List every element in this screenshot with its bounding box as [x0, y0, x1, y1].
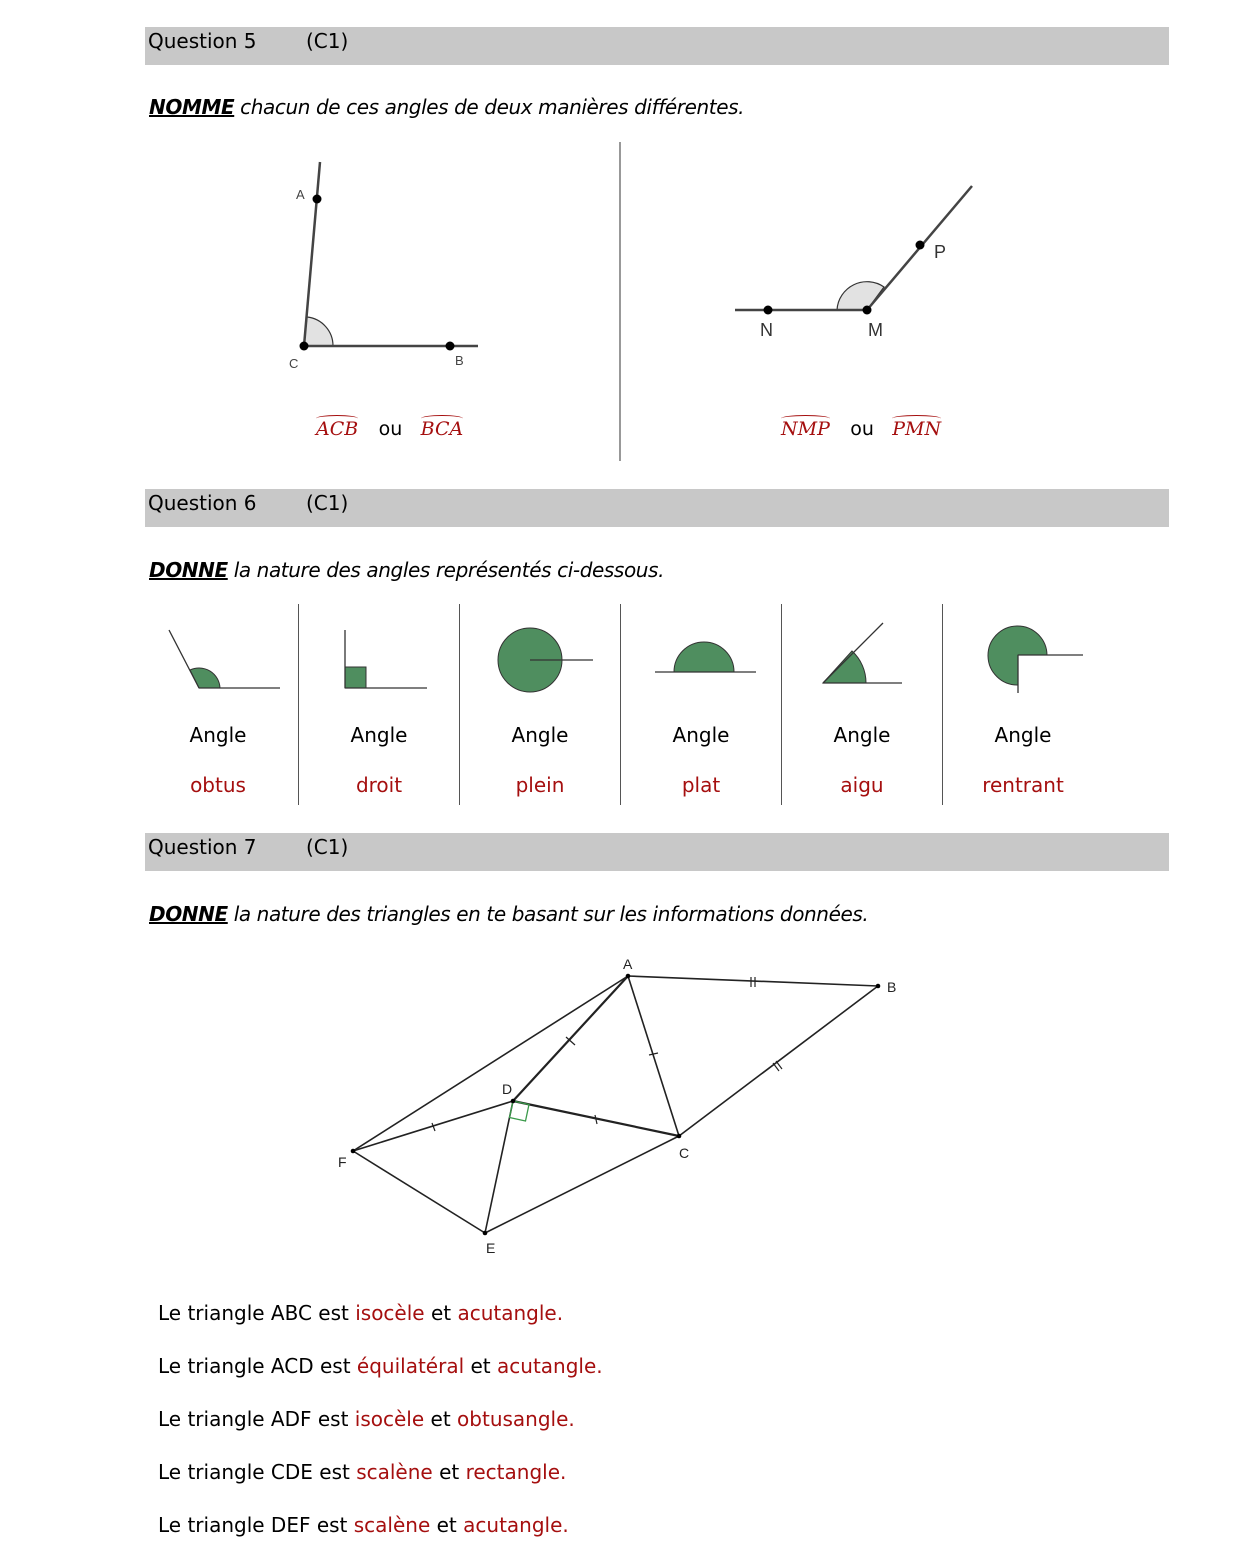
point-a — [626, 974, 631, 979]
competence-label: (C1) — [306, 491, 349, 515]
angle-label: Angle — [672, 723, 730, 747]
instruction-verb: DONNE — [149, 558, 228, 582]
triangle-answer-cde — [158, 1460, 566, 1484]
label-p: P — [934, 242, 947, 262]
label-e: E — [486, 1240, 496, 1256]
segment-af — [353, 976, 628, 1151]
answer-angles: acutangle. — [497, 1354, 603, 1378]
label-a: A — [623, 956, 633, 972]
label-n: N — [760, 320, 773, 340]
q5-figures — [0, 0, 1241, 470]
competence-label: (C1) — [306, 29, 349, 53]
obtuse-angle-figure — [138, 615, 298, 715]
label-b: B — [455, 353, 464, 368]
triangle-answer-adf — [158, 1407, 575, 1431]
segment-fe — [353, 1151, 485, 1233]
segment-ab — [628, 976, 878, 986]
answer-1: NMP — [781, 418, 830, 440]
angle-fill — [823, 651, 866, 683]
answer-sides: isocèle — [355, 1301, 425, 1325]
triangle-answer-abc — [158, 1301, 563, 1325]
answer-sides: scalène — [353, 1513, 431, 1537]
angle-label: Angle — [994, 723, 1052, 747]
angle-answer: plein — [515, 773, 565, 797]
label-m: M — [868, 320, 883, 340]
question-6-instruction — [149, 558, 664, 582]
answer-angles: acutangle. — [457, 1301, 564, 1325]
label-b: B — [887, 979, 897, 995]
right-angle-marker — [345, 667, 366, 688]
point-m — [863, 306, 872, 315]
acute-angle-figure — [782, 615, 942, 715]
ray — [169, 630, 199, 688]
point-f — [351, 1149, 356, 1154]
label-f: F — [338, 1154, 347, 1170]
answer-prefix: Le triangle CDE est — [158, 1460, 357, 1484]
answer-2: PMN — [892, 418, 942, 440]
point-b — [876, 984, 881, 989]
answer-sides: équilatéral — [356, 1354, 465, 1378]
point-c — [677, 1134, 682, 1139]
instruction-verb: DONNE — [149, 902, 228, 926]
angle-label: Angle — [833, 723, 891, 747]
answer-1: ACB — [316, 418, 359, 440]
answer-sides: scalène — [356, 1460, 433, 1484]
angle-answer: plat — [681, 773, 721, 797]
right-angle-figure — [299, 615, 459, 715]
reflex-angle-figure — [943, 615, 1103, 715]
answer-prefix: Le triangle ACD est — [158, 1354, 357, 1378]
angle-cell-rentrant — [943, 605, 1103, 805]
answer-2: BCA — [420, 418, 464, 440]
angle-cell-obtus — [138, 605, 298, 805]
segment-ac — [628, 976, 679, 1136]
segment-bc — [679, 986, 878, 1136]
instruction-text: chacun de ces angles de deux manières différentes. — [234, 95, 745, 119]
angle-nmp-figure — [735, 186, 972, 340]
instruction-verb: NOMME — [149, 95, 235, 119]
angle-answer: obtus — [190, 773, 246, 797]
angle-arc — [304, 317, 333, 346]
angle-fill — [674, 642, 734, 672]
angle-answer: rentrant — [982, 773, 1064, 797]
question-7-instruction — [149, 902, 868, 926]
instruction-text: la nature des triangles en te basant sur les informations données. — [227, 902, 869, 926]
competence-label: (C1) — [306, 835, 349, 859]
answer-joiner: et — [464, 1354, 498, 1378]
answer-angles: rectangle. — [465, 1460, 567, 1484]
label-d: D — [502, 1081, 513, 1097]
point-p — [916, 241, 925, 250]
question-label: Question 6 — [148, 491, 257, 515]
angle-label: Angle — [189, 723, 247, 747]
straight-angle-figure — [621, 615, 781, 715]
label-c: C — [679, 1145, 690, 1161]
angle-answer: droit — [355, 773, 403, 797]
angle-label: Angle — [350, 723, 408, 747]
answer-angle-acb — [316, 416, 463, 440]
angle-acb-figure — [289, 162, 478, 371]
label-c: C — [289, 356, 299, 371]
answer-angle-nmp — [781, 416, 941, 440]
angle-arc — [837, 282, 884, 310]
answer-sides: isocèle — [354, 1407, 425, 1431]
instruction-text: la nature des angles représentés ci-dessous. — [227, 558, 665, 582]
right-angle-marker — [510, 1101, 530, 1121]
question-label: Question 7 — [148, 835, 257, 859]
angle-cell-droit — [299, 605, 459, 805]
angle-label: Angle — [511, 723, 569, 747]
question-label: Question 5 — [148, 29, 257, 53]
answer-angles: acutangle. — [463, 1513, 569, 1537]
answer-joiner: et — [432, 1460, 466, 1484]
point-n — [764, 306, 773, 315]
ou-text: ou — [850, 418, 874, 440]
answer-joiner: et — [430, 1513, 464, 1537]
angle-cell-aigu — [782, 605, 942, 805]
angle-answer: aigu — [840, 773, 884, 797]
full-angle-figure — [460, 615, 620, 715]
segment-ec — [485, 1136, 679, 1233]
answer-joiner: et — [424, 1301, 458, 1325]
point-e — [483, 1231, 488, 1236]
question-7-header — [145, 833, 1169, 871]
triangle-answer-def — [158, 1513, 569, 1537]
answer-joiner: et — [424, 1407, 458, 1431]
point-a — [313, 195, 322, 204]
angle-cell-plat — [621, 605, 781, 805]
triangle-answer-acd — [158, 1354, 603, 1378]
point-d — [511, 1099, 516, 1104]
question-6-header — [145, 489, 1169, 527]
point-c — [300, 342, 309, 351]
segment-ed — [485, 1101, 513, 1233]
point-b — [446, 342, 455, 351]
answer-prefix: Le triangle ADF est — [158, 1407, 355, 1431]
answer-prefix: Le triangle DEF est — [158, 1513, 354, 1537]
ou-text: ou — [378, 418, 403, 440]
answer-prefix: Le triangle ABC est — [158, 1301, 356, 1325]
answer-angles: obtusangle. — [457, 1407, 575, 1431]
label-a: A — [296, 187, 305, 202]
triangles-figure — [0, 940, 1241, 1270]
angle-cell-plein — [460, 605, 620, 805]
